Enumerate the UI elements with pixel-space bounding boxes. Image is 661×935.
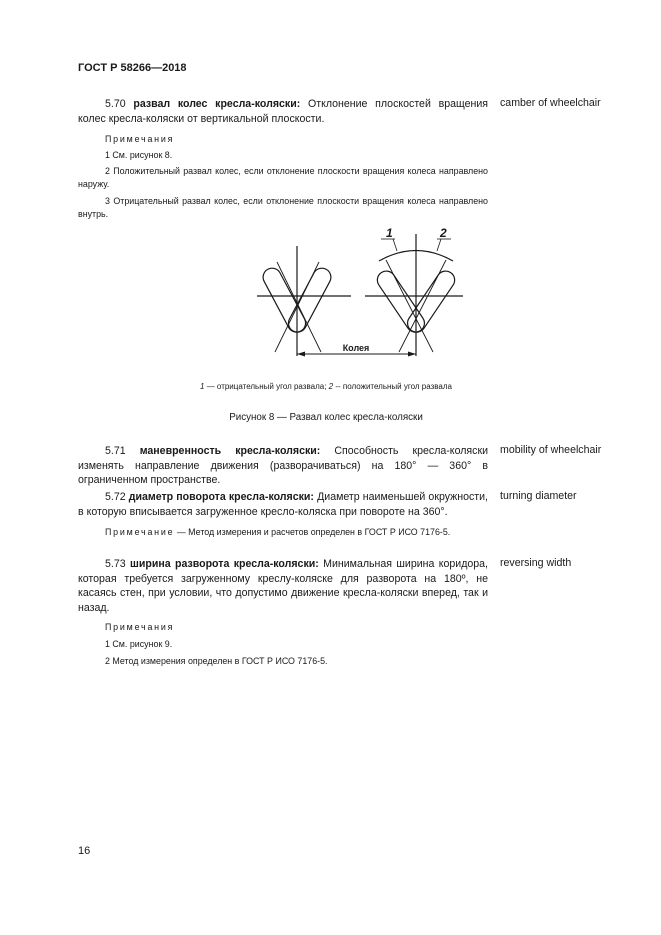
section-5-70 [78,97,488,220]
note-2: 2 Положительный развал колес, если отклонение плоскости вращения колеса направлено наружу. [78,166,488,189]
definition-paragraph [78,97,488,126]
legend-num-1: 1 [200,382,205,391]
arrow-left-icon [297,352,305,357]
legend-text-2: -- положительный угол развала [333,382,452,391]
english-term: reversing width [500,557,572,569]
section-number: 5.71 [105,445,126,457]
legend-num-2: 2 [328,382,334,391]
document-header: ГОСТ Р 58266—2018 [78,62,187,74]
note-1: 1 См. рисунок 8. [105,149,173,160]
figure-caption: Рисунок 8 — Развал колес кресла-коляски [229,412,423,423]
right-wheel-pair [365,234,463,356]
section-5-72 [78,490,488,539]
definition-text: Отклонение плоскостей вращения колес кресла-коляски от вертикальной плоскости. [78,98,488,125]
english-term: turning diameter [500,490,577,502]
leader-line-1 [393,239,397,251]
figure-label-1: 1 [386,226,393,240]
note-line [78,526,488,539]
left-wheel-pair [257,246,351,356]
figure-legend [78,382,574,391]
figure-label-2: 2 [440,226,447,240]
legend-text-1: — отрицательный угол развала; [204,382,329,391]
note-2: 2 Метод измерения определен в ГОСТ Р ИСО 7176-5. [105,656,328,666]
definition-text: Диаметр наименьшей окружности, в которую вписывается загруженное кресло-коляска при повороте на 360°. [78,491,488,518]
section-number: 5.73 [105,558,126,570]
term: маневренность кресла-коляски: [139,445,321,457]
definition-paragraph [78,557,488,615]
wheel-axis-line [277,262,321,352]
leader-line-2 [437,239,441,251]
term: диаметр поворота кресла-коляски: [128,491,314,503]
wheel-outline [260,265,309,335]
section-number: 5.72 [105,491,126,503]
english-term: mobility of wheelchair [500,444,602,456]
note-text: — Метод измерения и расчетов определен в ГОСТ Р ИСО 7176-5. [174,527,451,537]
definition-paragraph [78,490,488,519]
notes-title: Примечания [105,134,175,144]
arrow-right-icon [408,352,416,357]
camber-figure [253,224,463,364]
section-number: 5.70 [105,98,126,110]
section-5-73 [78,557,488,668]
term: ширина разворота кресла-коляски: [130,558,319,570]
wheel-outline [285,265,334,335]
section-5-71 [78,444,488,488]
definition-paragraph [78,444,488,488]
definition-text: Минимальная ширина коридора, которая требуется загруженному креслу-коляске для разворота на 180º, не касаясь стен, при условии, что допустимо движение кресла-коляски вперед, так и назад. [78,558,488,614]
note-label: Примечание [105,527,175,537]
term: развал колес кресла-коляски: [133,98,301,110]
english-term: camber of wheelchair [500,97,601,109]
definition-text: Способность кресла-коляски изменять направление движения (разворачиваться) на 180° — 360° в ограниченном пространстве. [78,445,488,486]
notes-title: Примечания [105,622,175,632]
track-label: Колея [342,343,370,353]
page-number: 16 [78,845,91,857]
note-1: 1 См. рисунок 9. [105,638,173,649]
note-3: 3 Отрицательный развал колес, если отклонение плоскости вращения колеса направлено внутрь. [78,196,488,219]
